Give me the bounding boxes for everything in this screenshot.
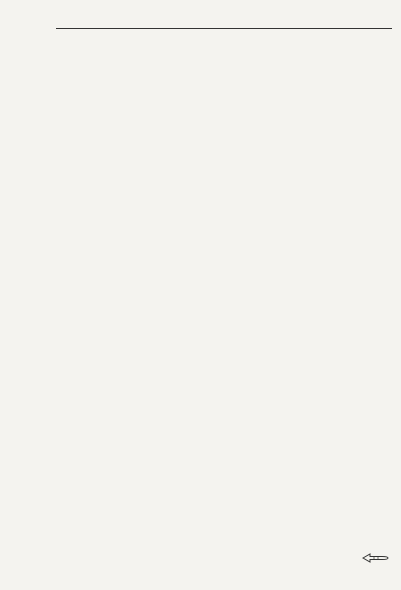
hand-pointer-icon xyxy=(362,552,390,564)
table-of-contents xyxy=(104,32,388,46)
header-rule xyxy=(56,28,392,29)
